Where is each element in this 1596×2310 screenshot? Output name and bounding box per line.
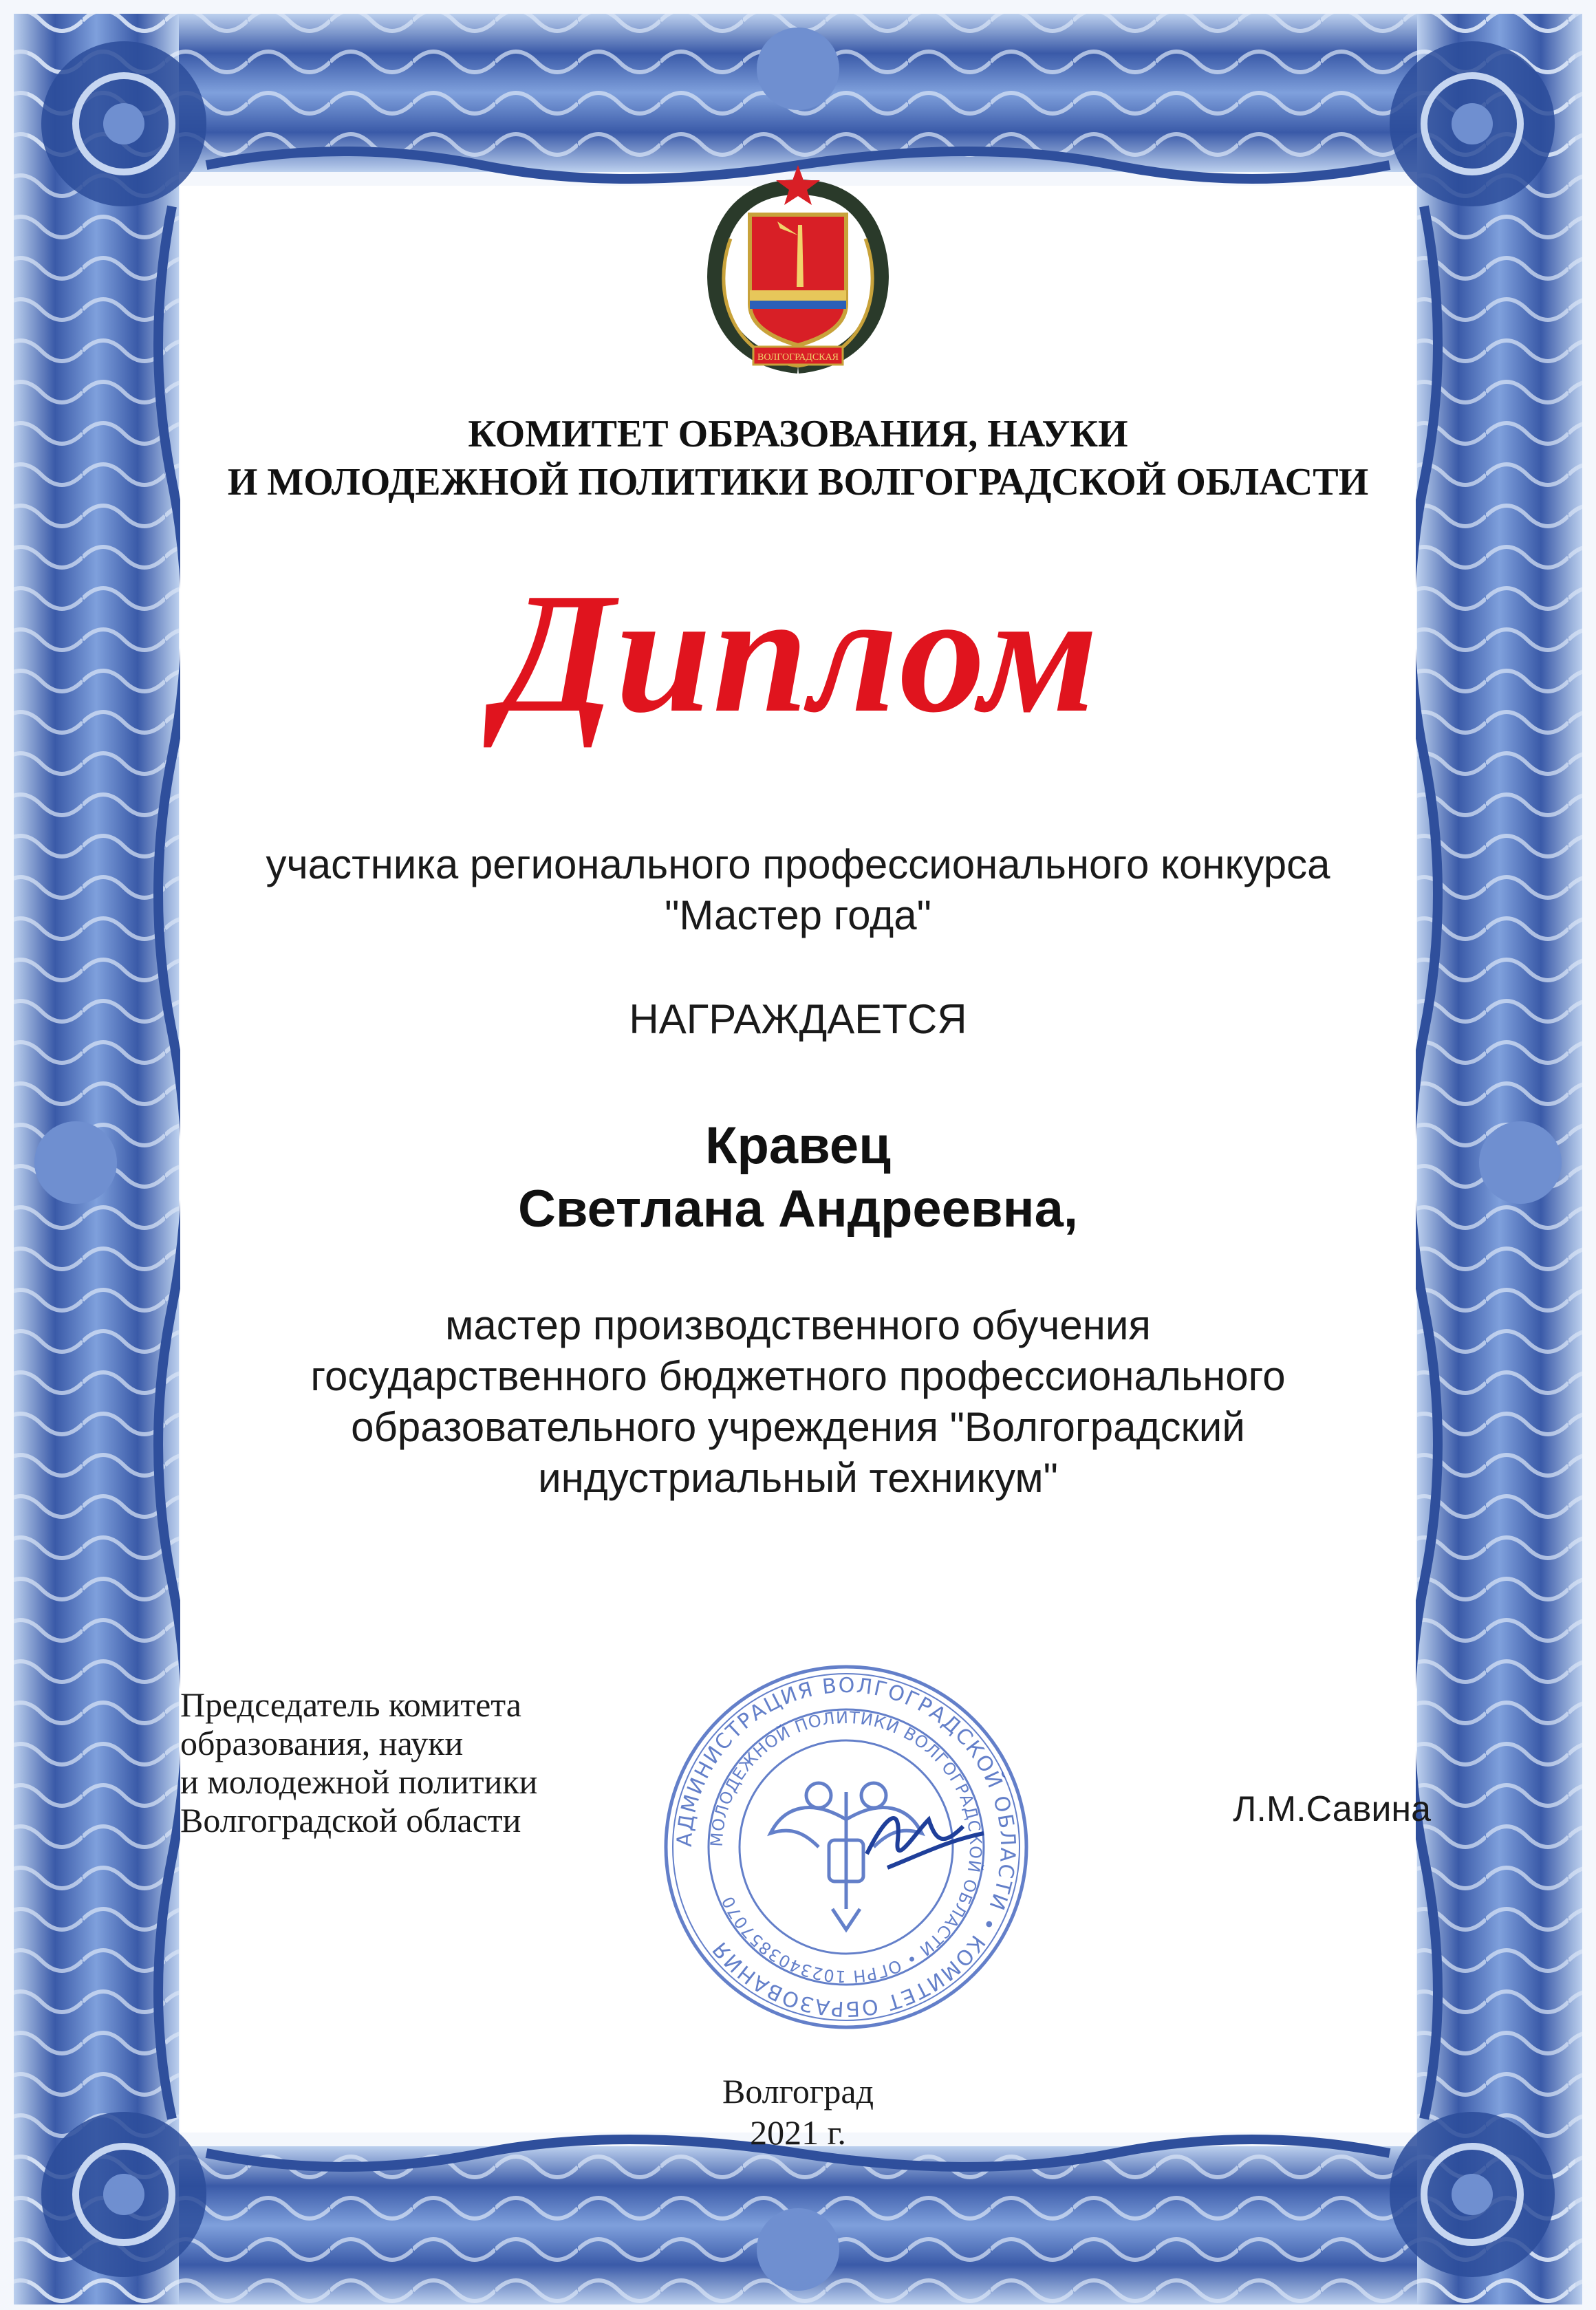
stamp-outer-text: АДМИНИСТРАЦИЯ ВОЛГОГРАДСКОЙ ОБЛАСТИ • КОМИТЕТ ОБРАЗОВАНИЯ (672, 1673, 1020, 2021)
committee-heading (0, 410, 1596, 506)
chair-line-2: образования, науки (180, 1724, 464, 1762)
committee-line-2: И МОЛОДЕЖНОЙ ПОЛИТИКИ ВОЛГОГРАДСКОЙ ОБЛАСТИ (227, 461, 1369, 504)
recipient-given-name: Светлана Андреевна, (518, 1180, 1078, 1238)
chair-line-1: Председатель комитета (180, 1685, 521, 1724)
position-line-1: мастер производственного обучения (445, 1302, 1151, 1348)
chair-line-4: Волгоградской области (180, 1801, 521, 1839)
position-line-4: индустриальный техникум" (538, 1455, 1058, 1501)
committee-line-1: КОМИТЕТ ОБРАЗОВАНИЯ, НАУКИ (468, 413, 1128, 455)
year: 2021 г. (750, 2113, 846, 2152)
position-line-2: государственного бюджетного профессионального (310, 1353, 1286, 1399)
recipient-position (0, 1300, 1596, 1504)
contest-line-2: "Мастер года" (665, 892, 931, 938)
chair-line-3: и молодежной политики (180, 1762, 538, 1801)
double-headed-eagle-icon (770, 1783, 922, 1930)
contest-description (0, 839, 1596, 941)
position-line-3: образовательного учреждения "Волгоградский (351, 1404, 1245, 1450)
recipient-name (0, 1114, 1596, 1241)
contest-line-1: участника регионального профессионального конкурса (266, 841, 1330, 887)
emblem-ribbon-text: ВОЛГОГРАДСКАЯ (757, 352, 839, 363)
awarded-label: НАГРАЖДАЕТСЯ (629, 996, 967, 1042)
diploma-title: Диплом (497, 558, 1099, 748)
chair-title (180, 1685, 662, 1839)
stamp-inner-text: МОЛОДЕЖНОЙ ПОЛИТИКИ ВОЛГОГРАДСКОЙ ОБЛАСТИ • ОГРН 1023403857070 (707, 1707, 986, 1987)
place-and-date (0, 2071, 1596, 2153)
city: Волгоград (722, 2072, 874, 2111)
signer-name: Л.М.Савина (1233, 1789, 1431, 1829)
official-stamp (660, 1661, 1032, 2033)
recipient-surname: Кравец (705, 1116, 891, 1175)
volgograd-oblast-coat-of-arms-icon (695, 160, 901, 380)
